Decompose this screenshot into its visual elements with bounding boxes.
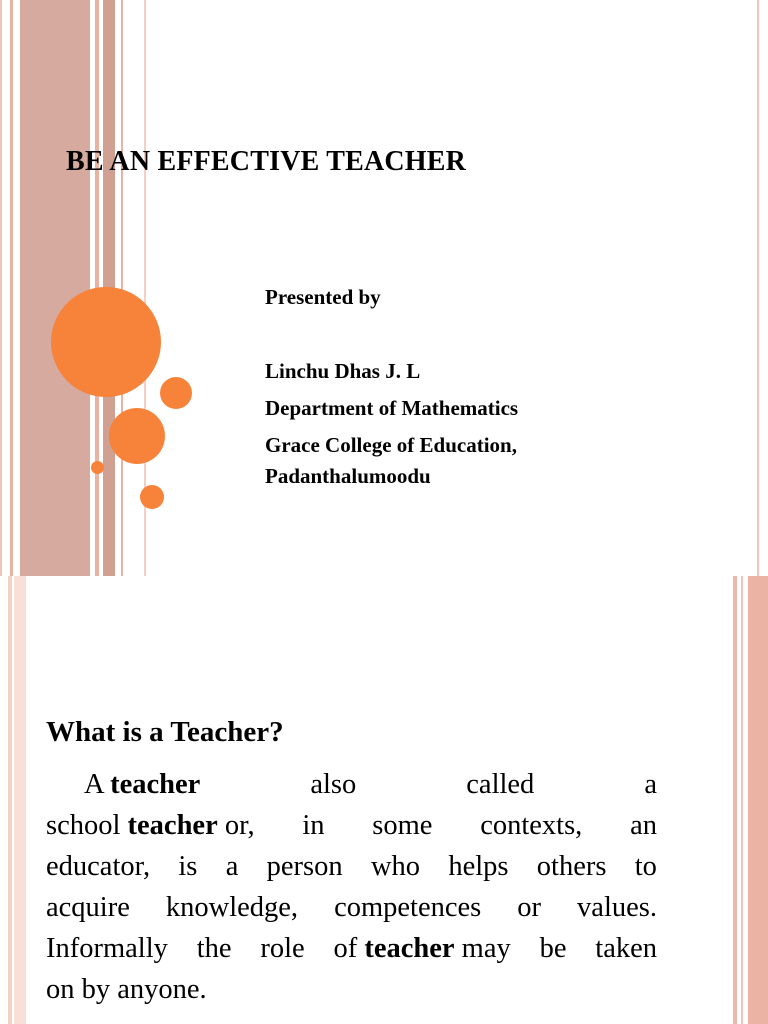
section-heading: What is a Teacher? (46, 716, 284, 748)
text-fragment: on by anyone. (46, 974, 207, 1005)
text-fragment: also (310, 769, 357, 800)
bold-keyword: teacher (110, 769, 201, 800)
paragraph-line (46, 805, 657, 846)
stripe-decoration (14, 576, 26, 1024)
text-fragment: is (178, 851, 198, 882)
paragraph-line (46, 764, 657, 805)
text-fragment: others (536, 851, 607, 882)
bold-keyword: teacher (364, 933, 455, 964)
text-fragment: contexts, (480, 810, 583, 841)
stripe-decoration (757, 0, 759, 576)
text-fragment: or, (217, 810, 255, 841)
text-fragment: knowledge, (165, 892, 299, 923)
text-fragment: of (333, 933, 365, 964)
presented-by-label: Presented by (265, 285, 381, 309)
text-fragment: A (84, 769, 111, 800)
text-fragment: educator, (46, 851, 151, 882)
stripe-decoration (0, 0, 2, 576)
text-fragment: the (196, 933, 232, 964)
small-circle-decoration (160, 377, 192, 409)
paragraph-line (46, 887, 657, 928)
text-fragment: be (539, 933, 567, 964)
department-name: Department of Mathematics (265, 396, 519, 420)
stripe-decoration (733, 576, 737, 1024)
bold-keyword: teacher (127, 810, 218, 841)
text-fragment: or (517, 892, 542, 923)
stripe-decoration (20, 0, 90, 576)
text-fragment: school (46, 810, 128, 841)
large-circle-decoration (51, 287, 161, 397)
stripe-decoration (121, 0, 123, 576)
definition-paragraph (46, 764, 657, 1010)
text-fragment: role (260, 933, 305, 964)
text-fragment: values. (577, 892, 657, 923)
text-fragment: a (644, 769, 657, 800)
definition-slide (0, 576, 768, 1024)
slide-title: BE AN EFFECTIVE TEACHER (66, 146, 467, 177)
text-fragment: in (302, 810, 325, 841)
stripe-decoration (741, 576, 743, 1024)
stripe-decoration (748, 576, 768, 1024)
text-fragment: acquire (46, 892, 130, 923)
small-circle-decoration (140, 485, 164, 509)
text-fragment: Informally (46, 933, 168, 964)
paragraph-line (46, 928, 657, 969)
presenter-name: Linchu Dhas J. L (265, 359, 421, 383)
text-fragment: who (370, 851, 421, 882)
paragraph-line (46, 846, 657, 887)
medium-circle-decoration (109, 408, 165, 464)
college-location: Padanthalumoodu (265, 464, 431, 488)
text-fragment: some (372, 810, 433, 841)
text-fragment: person (266, 851, 343, 882)
text-fragment: may (454, 933, 511, 964)
college-name: Grace College of Education, (265, 433, 517, 457)
text-fragment: to (634, 851, 657, 882)
paragraph-line (46, 969, 657, 1010)
text-fragment: taken (595, 933, 657, 964)
text-fragment: a (225, 851, 239, 882)
text-fragment: helps (448, 851, 509, 882)
text-fragment: called (466, 769, 535, 800)
text-fragment: competences (334, 892, 482, 923)
stripe-decoration (10, 0, 13, 576)
text-fragment: an (630, 810, 657, 841)
stripe-decoration (8, 576, 12, 1024)
tiny-circle-decoration (91, 461, 104, 474)
